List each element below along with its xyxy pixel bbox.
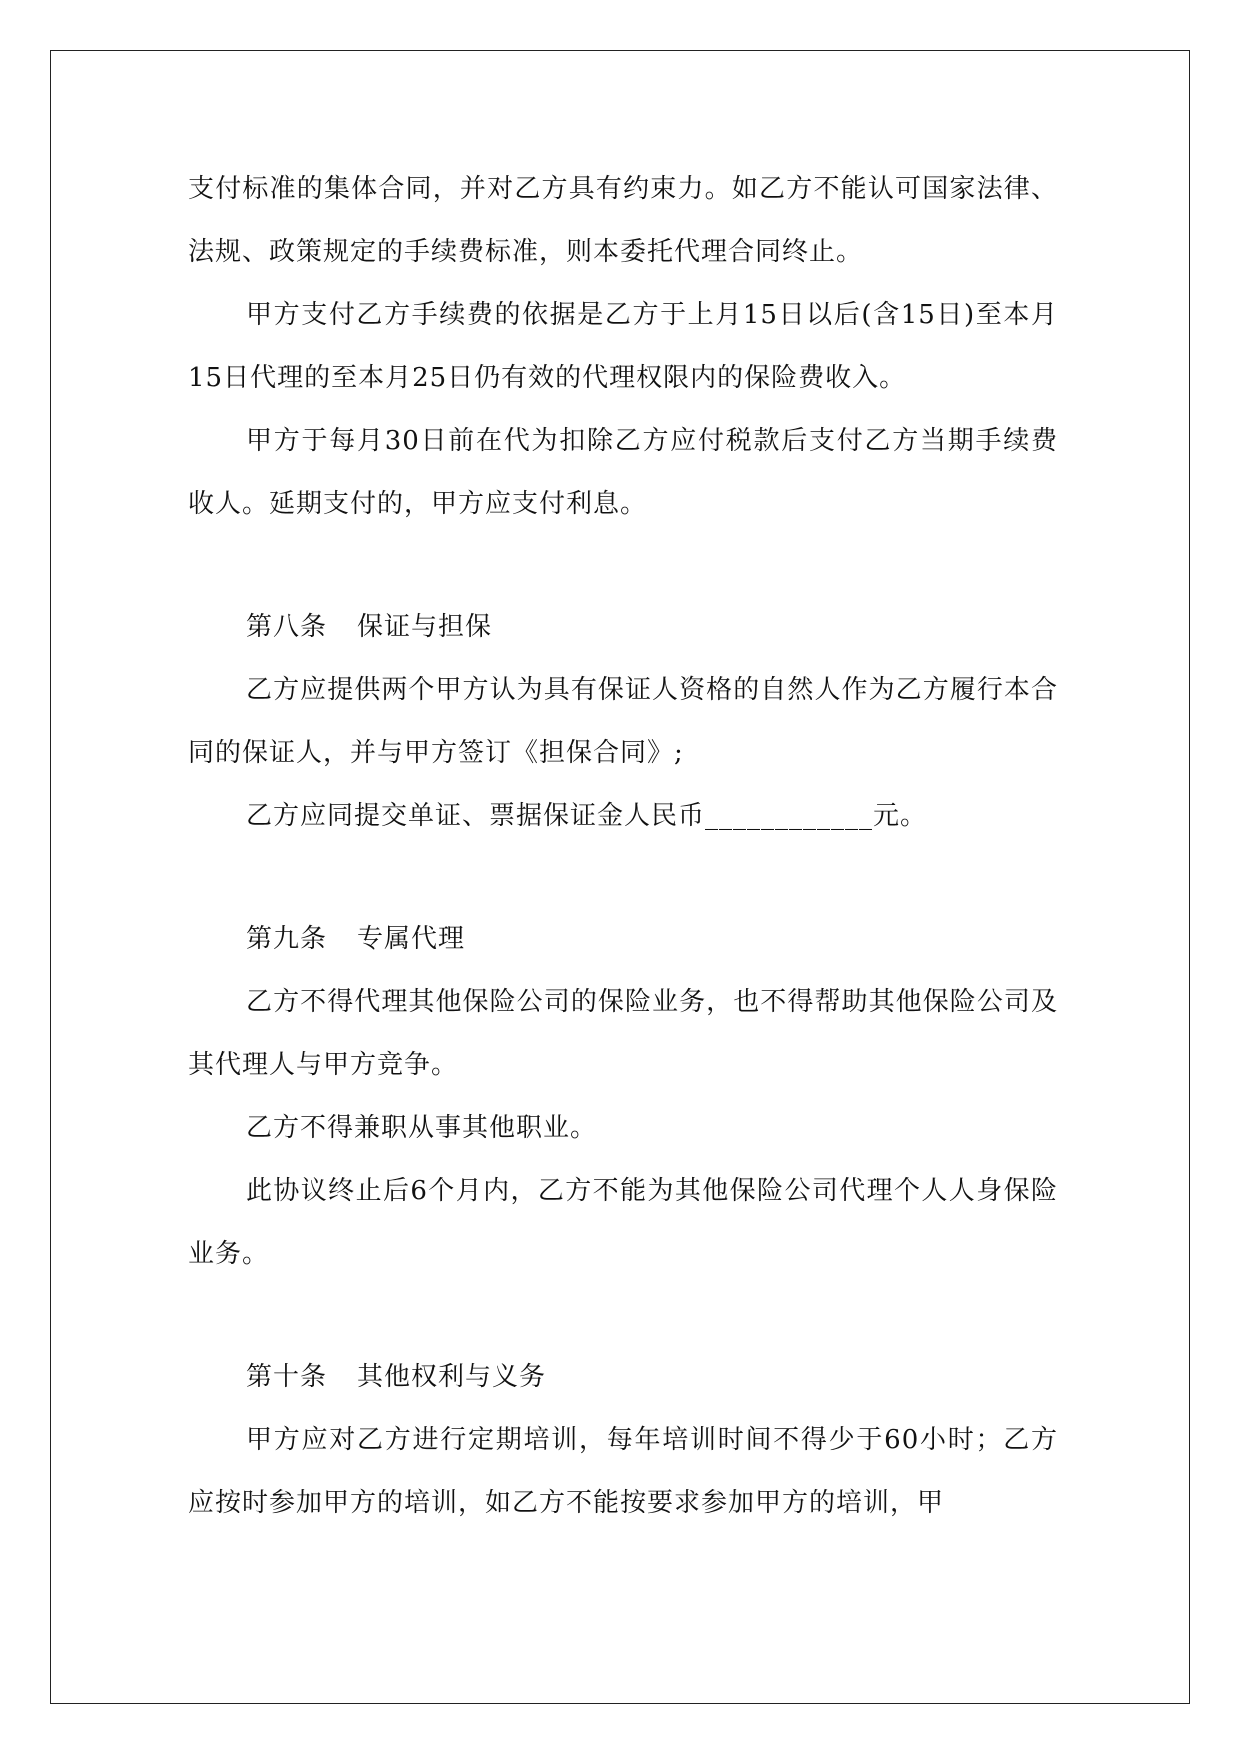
paragraph-no-part-time: 乙方不得兼职从事其他职业。 — [246, 1113, 598, 1143]
paragraph-fee-basis: 甲方支付乙方手续费的依据是乙方于上月15日以后(含15日)至本月15日代理的至本月25日仍有效的代理权限内的保险费收入。 — [188, 300, 1058, 393]
article-10-title: 其他权利与义务 — [357, 1362, 547, 1392]
article-8-title: 保证与担保 — [357, 612, 493, 642]
paragraph-fee-payment: 甲方于每月30日前在代为扣除乙方应付税款后支付乙方当期手续费收人。延期支付的，甲方应支付利息。 — [188, 426, 1058, 519]
article-10-number: 第十条 — [246, 1362, 328, 1392]
article-8-number: 第八条 — [246, 612, 328, 642]
paragraph-guarantor: 乙方应提供两个甲方认为具有保证人资格的自然人作为乙方履行本合同的保证人，并与甲方签订《担保合同》; — [188, 675, 1058, 768]
paragraph-non-compete: 此协议终止后6个月内，乙方不能为其他保险公司代理个人人身保险业务。 — [188, 1176, 1058, 1269]
paragraph-training: 甲方应对乙方进行定期培训，每年培训时间不得少于60小时；乙方应按时参加甲方的培训，如乙方不能按要求参加甲方的培训，甲 — [188, 1425, 1058, 1518]
article-9-number: 第九条 — [246, 924, 328, 954]
document-body — [188, 158, 1058, 1535]
paragraph-fee-standard: 支付标准的集体合同，并对乙方具有约束力。如乙方不能认可国家法律、法规、政策规定的手续费标准，则本委托代理合同终止。 — [188, 174, 1058, 267]
article-9-heading — [188, 908, 1058, 971]
paragraph-exclusive-agency: 乙方不得代理其他保险公司的保险业务，也不得帮助其他保险公司及其代理人与甲方竞争。 — [188, 987, 1058, 1080]
article-10-heading — [188, 1346, 1058, 1409]
article-9-title: 专属代理 — [357, 924, 466, 954]
paragraph-deposit: 乙方应同提交单证、票据保证金人民币____________元。 — [246, 801, 928, 831]
article-8-heading — [188, 596, 1058, 659]
